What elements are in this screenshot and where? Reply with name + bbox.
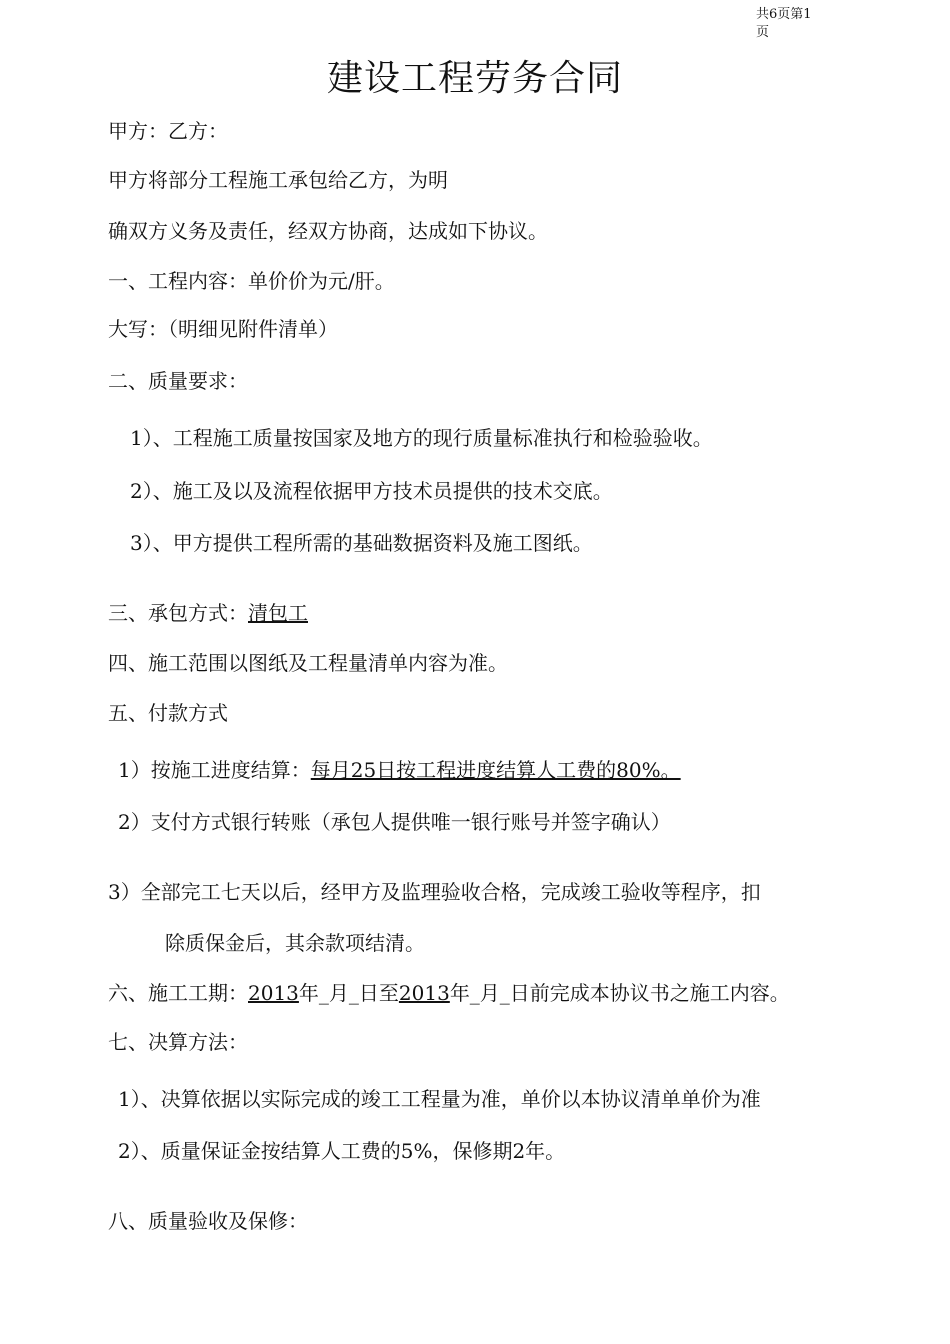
section-5-heading: 五、付款方式	[108, 701, 228, 725]
section-8-heading: 八、质量验收及保修：	[108, 1209, 308, 1233]
contract-mode-value: 清包工	[248, 601, 308, 625]
document-title: 建设工程劳务合同	[326, 58, 623, 99]
section-6-heading	[108, 980, 790, 1006]
quality-item-3: 3）、甲方提供工程所需的基础数据资料及施工图纸。	[130, 531, 593, 555]
parties-line: 甲方：乙方：	[108, 119, 228, 143]
payment-item-3-continued: 除质保金后，其余款项结清。	[165, 931, 425, 955]
section-7-heading: 七、决算方法：	[108, 1030, 248, 1054]
end-date-text: 年_月_日前完成本协议书之施工内容。	[449, 981, 790, 1005]
settlement-item-1: 1）、决算依据以实际完成的竣工工程量为准，单价以本协议清单单价为准	[118, 1087, 761, 1111]
settlement-item-2: 2）、质量保证金按结算人工费的5%，保修期2年。	[118, 1139, 566, 1163]
section-3-heading	[108, 600, 308, 626]
page-number: 共6页第1页	[756, 7, 812, 40]
end-year: 2013	[398, 981, 450, 1005]
payment-item-2: 2）支付方式银行转账（承包人提供唯一银行账号并签字确认）	[118, 810, 671, 834]
quality-item-1: 1）、工程施工质量按国家及地方的现行质量标准执行和检验验收。	[130, 426, 713, 450]
amount-in-words: 大写：（明细见附件清单）	[108, 317, 338, 341]
payment-item-1-value: 每月25日按工程进度结算人工费的80%。	[310, 758, 681, 782]
period-label: 六、施工工期：	[108, 981, 248, 1005]
section-4-heading: 四、施工范围以图纸及工程量清单内容为准。	[108, 651, 508, 675]
section-1-heading: 一、工程内容：单价价为元/肝。	[108, 269, 395, 293]
preamble-line-2: 确双方义务及责任，经双方协商，达成如下协议。	[108, 219, 548, 243]
payment-item-3: 3）全部完工七天以后，经甲方及监理验收合格，完成竣工验收等程序，扣	[108, 880, 761, 904]
quality-item-2: 2）、施工及以及流程依据甲方技术员提供的技术交底。	[130, 479, 613, 503]
payment-item-1-label: 1）按施工进度结算：	[118, 758, 311, 782]
preamble-line-1: 甲方将部分工程施工承包给乙方，为明	[108, 168, 448, 192]
section-2-heading: 二、质量要求：	[108, 369, 248, 393]
contract-mode-label: 三、承包方式：	[108, 601, 248, 625]
payment-item-1	[118, 757, 681, 783]
start-year: 2013	[248, 981, 299, 1005]
start-date-text: 年_月_日至	[298, 981, 399, 1005]
